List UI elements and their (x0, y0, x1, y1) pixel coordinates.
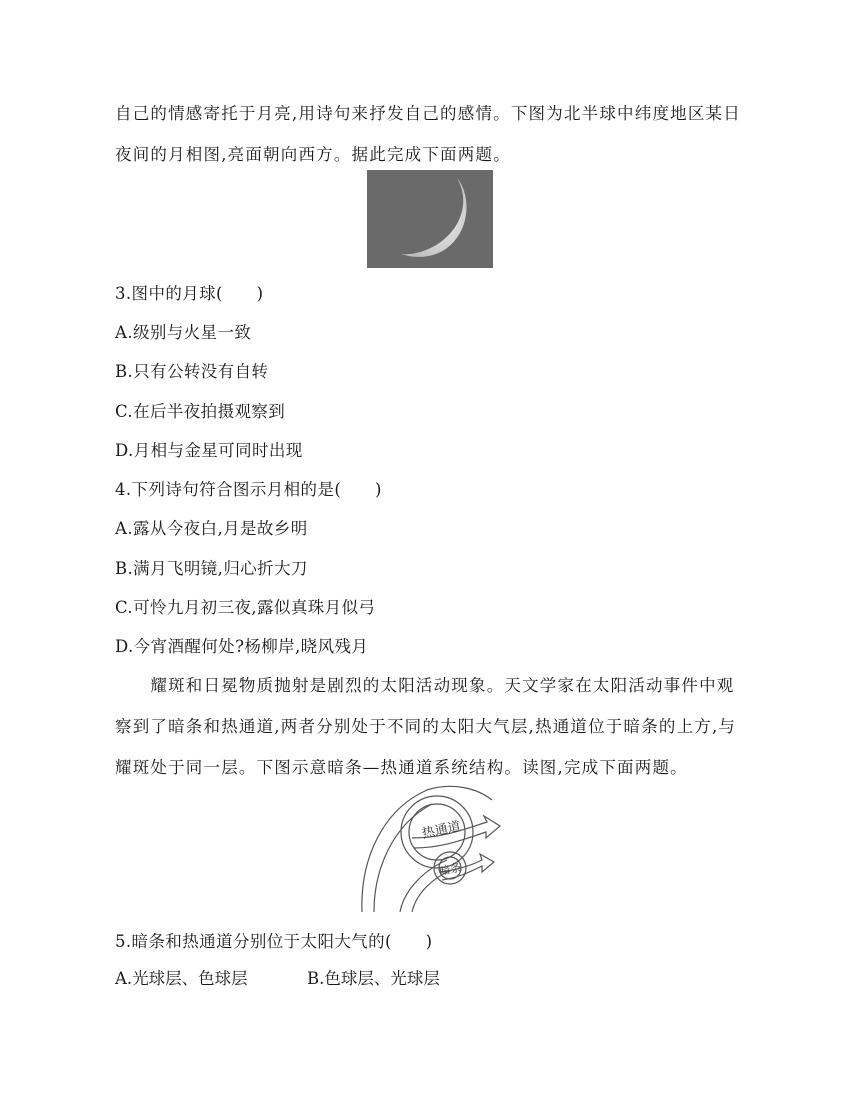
q4-option-b: B.满月飞明镜,归心折大刀 (115, 559, 308, 578)
filament-hot-channel-diagram (352, 780, 512, 915)
q3-option-a: A.级别与火星一致 (115, 323, 252, 342)
q5-options-row (115, 965, 440, 989)
solar-structure-diagram (352, 780, 512, 915)
moon-phase-image (367, 170, 493, 268)
q4-option-c: C.可怜九月初三夜,露似真珠月似弓 (115, 598, 376, 617)
q3-option-d: D.月相与金星可同时出现 (115, 441, 303, 460)
intro-line-2: 夜间的月相图,亮面朝向西方。据此完成下面两题。 (115, 145, 511, 164)
crescent-moon-icon (367, 170, 493, 268)
filament-label: 暗条 (438, 861, 463, 878)
hot-channel-label: 热通道 (420, 819, 463, 842)
q4-option-d: D.今宵酒醒何处?杨柳岸,晓风残月 (115, 637, 369, 656)
q3-option-b: B.只有公转没有自转 (115, 362, 269, 381)
q5-option-b: B.色球层、光球层 (307, 969, 440, 988)
passage2-line-3: 耀斑处于同一层。下图示意暗条—热通道系统结构。读图,完成下面两题。 (115, 758, 688, 777)
q5-option-a: A.光球层、色球层 (115, 969, 248, 988)
q4-option-a: A.露从今夜白,月是故乡明 (115, 519, 308, 538)
q3-option-c: C.在后半夜拍摄观察到 (115, 402, 286, 421)
q3-stem: 3.图中的月球( ) (115, 284, 264, 303)
q5-stem: 5.暗条和热通道分别位于太阳大气的( ) (115, 932, 433, 951)
passage2-line-2: 察到了暗条和热通道,两者分别处于不同的太阳大气层,热通道位于暗条的上方,与 (115, 717, 737, 736)
q4-stem: 4.下列诗句符合图示月相的是( ) (115, 480, 382, 499)
passage2-line-1: 耀斑和日冕物质抛射是剧烈的太阳活动现象。天文学家在太阳活动事件中观 (115, 676, 735, 695)
intro-line-1: 自己的情感寄托于月亮,用诗句来抒发自己的感情。下图为北半球中纬度地区某日 (115, 104, 741, 123)
